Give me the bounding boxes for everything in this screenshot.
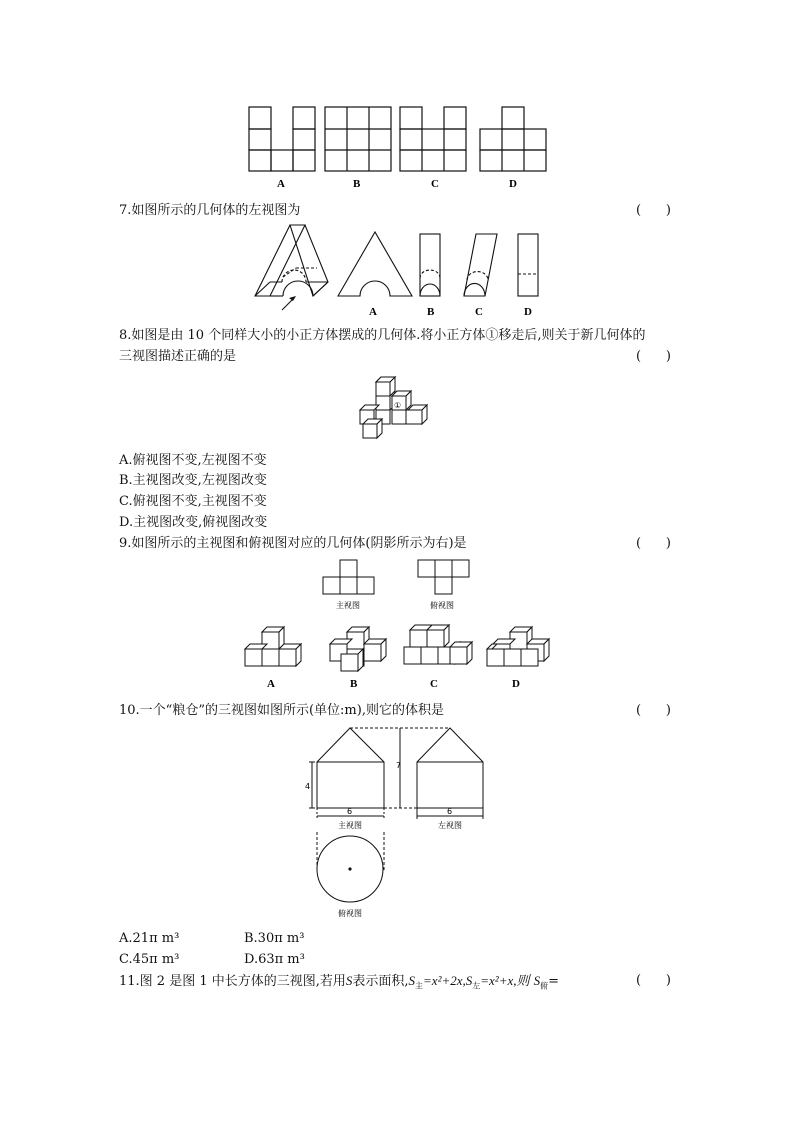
q9-label-c: C	[430, 678, 438, 690]
q7-label-c: C	[475, 306, 483, 318]
q9-option-d	[487, 627, 549, 666]
q7-solid	[255, 225, 328, 310]
q7-option-c	[464, 234, 497, 296]
q8-choice-c: C.俯视图不变,主视图不变	[119, 494, 267, 509]
q6-figure-c	[400, 107, 466, 171]
q9-options	[240, 620, 560, 692]
q9-views	[320, 558, 480, 613]
q6-figures	[240, 100, 560, 195]
q9-front-view-label: 主视图	[336, 601, 360, 610]
q10-choice-d: D.63π m³	[244, 952, 305, 967]
q7-option-a	[338, 232, 412, 296]
q10-choice-a: A.21π m³	[119, 931, 180, 946]
q9-label-b: B	[350, 678, 358, 690]
q10-dim-4: 4	[305, 782, 311, 791]
q8-cube-figure	[355, 372, 440, 442]
q9-option-c	[404, 625, 472, 664]
q9-option-b	[330, 627, 386, 671]
q10-three-views	[300, 722, 500, 922]
q10-top-label: 俯视图	[338, 909, 362, 918]
q8-answer-paren: ( )	[636, 349, 671, 364]
q10-dim-6-side: 6	[447, 807, 453, 816]
q9-question-text: 9.如图所示的主视图和俯视图对应的几何体(阴影所示为右)是	[119, 536, 467, 551]
q10-front-view	[317, 728, 384, 808]
q7-label-b: B	[427, 306, 435, 318]
q7-label-a: A	[369, 306, 377, 318]
q9-front-view	[323, 560, 374, 594]
q10-dim-6-front: 6	[347, 807, 353, 816]
q9-label-d: D	[512, 678, 520, 690]
q9-answer-paren: ( )	[636, 536, 671, 551]
q11-question-text: 11.图 2 是图 1 中长方体的三视图,若用S表示面积$,S_主=x^2+2x,S_左=x^2+x$,则 $S_俯=$	[119, 973, 560, 991]
q11-answer-paren: ( )	[636, 973, 671, 988]
q6-label-b: B	[353, 178, 361, 190]
q8-question-line1: 8.如图是由 10 个同样大小的小正方体摆成的几何体.将小正方体①移走后,则关于新几何体的	[119, 328, 646, 343]
q6-label-d: D	[509, 178, 517, 190]
q6-label-c: C	[431, 178, 439, 190]
q10-side-view	[417, 728, 483, 808]
q6-label-a: A	[277, 178, 285, 190]
q10-question-text: 10.一个“粮仓”的三视图如图所示(单位:m),则它的体积是	[119, 703, 444, 718]
q10-choice-c: C.45π m³	[119, 952, 180, 967]
q10-answer-paren: ( )	[636, 703, 671, 718]
q6-figure-b	[325, 107, 391, 171]
q8-choice-d: D.主视图改变,俯视图改变	[119, 515, 268, 530]
q7-figures	[250, 222, 550, 322]
q7-answer-paren: ( )	[636, 203, 671, 218]
q6-figure-d	[480, 107, 546, 171]
q8-question-line2: 三视图描述正确的是	[119, 349, 237, 364]
q6-figure-a	[249, 107, 315, 171]
q9-top-view	[418, 560, 469, 594]
q10-choice-b: B.30π m³	[244, 931, 305, 946]
q10-front-label: 主视图	[338, 821, 362, 830]
q9-option-a	[245, 627, 301, 666]
q9-label-a: A	[267, 678, 275, 690]
q9-top-view-label: 俯视图	[430, 601, 454, 610]
q7-label-d: D	[524, 306, 532, 318]
q10-side-label: 左视图	[438, 821, 462, 830]
q8-choice-b: B.主视图改变,左视图改变	[119, 473, 267, 488]
q8-cube-mark: ①	[394, 401, 402, 410]
q7-question-text: 7.如图所示的几何体的左视图为	[119, 203, 301, 218]
q7-option-b	[420, 234, 440, 296]
q7-option-d	[518, 234, 538, 296]
q10-dim-7: 7	[396, 761, 402, 770]
q8-choice-a: A.俯视图不变,左视图不变	[119, 453, 267, 468]
